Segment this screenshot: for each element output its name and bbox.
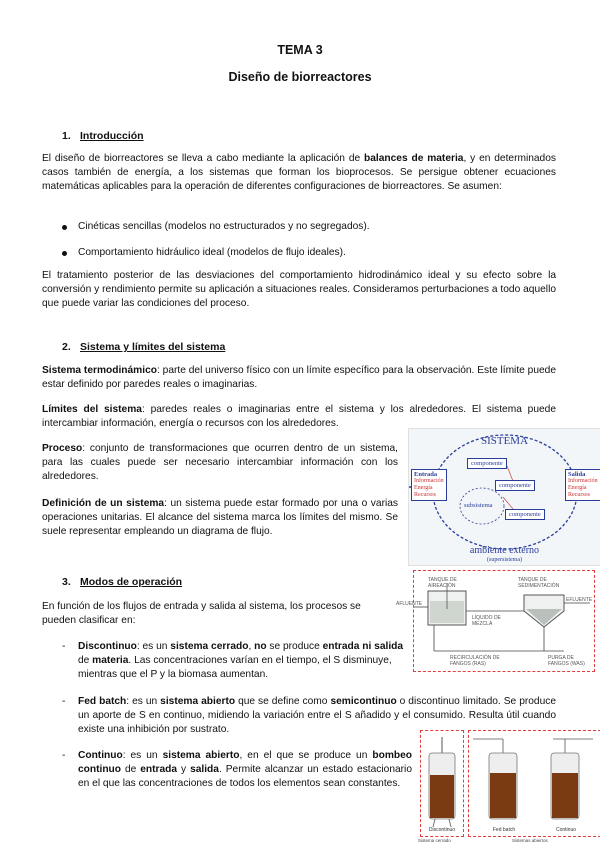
batch-reactor-graphic (421, 731, 463, 836)
recirculation-label: RECIRCULACIÓN DE FANGOS (RAS) (450, 655, 500, 667)
dash-icon: - (62, 696, 66, 707)
component-box: componente (505, 509, 545, 520)
definition-system-def: Definición de un sistema: un sistema puede estar formado por una o varias operaciones unitarias. El alcance del sistema marca los límites del mismo. Se suele representar empleando un diagrama de flujo. (42, 498, 398, 537)
reactor-batch-label: Discontinuo (428, 827, 456, 833)
reactor-fed-batch-label: Fed batch (492, 827, 516, 833)
influent-label: AFLUENTE (396, 601, 423, 607)
plant-diagram (396, 570, 595, 672)
supersystem-label: (supersistema) (487, 557, 522, 563)
dash-icon: - (62, 750, 66, 761)
environment-label: ambiente externo (469, 545, 540, 556)
output-box: Salida Información Energía Recursos (565, 469, 600, 501)
modes-intro: En función de los flujos de entrada y salida al sistema, los procesos se pueden clasificar en: (42, 601, 361, 626)
reactor-open-frame (468, 730, 600, 837)
page-subtitle: Diseño de biorreactores (228, 70, 372, 84)
page-title: TEMA 3 (277, 43, 323, 57)
closed-system-caption: Sistema cerrado (418, 838, 451, 843)
section-title: Introducción (80, 130, 144, 142)
open-reactors-graphic (469, 731, 600, 836)
mode-fed-batch: - Fed batch: es un sistema abierto que se define como semicontinuo o discontinuo limitado. Se produce un aporte de S en continuo, midiendo la variación entre el S añadido y el consumido. Resulta útil cuando existe una inhibición por sustrato. (62, 696, 557, 735)
effluent-label: EFLUENTE (566, 597, 593, 603)
list-item: Comportamiento hidráulico ideal (modelos de flujo ideales). (62, 246, 558, 260)
dash-icon: - (62, 641, 66, 652)
mode-continuous: - Continuo: es un sistema abierto, en el que se produce un bombeo continuo de entrada y salida. Permite alcanzar un estado estacionario en el que las concentraciones de todos los elementos sean constantes. (62, 750, 412, 789)
bullet-icon (62, 251, 67, 256)
system-diagram (408, 428, 600, 566)
section-3-heading (62, 576, 182, 588)
aeration-tank-label: TANQUE DE AIREACIÓN (428, 577, 457, 589)
definition-limits: Límites del sistema: paredes reales o imaginarias entre el sistema y los alrededores. El sistema puede intercambiar información, energía o recursos con los alrededores. (42, 404, 556, 429)
component-box: componente (495, 480, 535, 491)
component-box: componente (467, 458, 507, 469)
section-number: 2. (62, 341, 71, 353)
section-number: 3. (62, 576, 71, 588)
list-item: Cinéticas sencillas (modelos no estructurados y no segregados). (62, 220, 558, 234)
definition-system: Sistema termodinámico: parte del universo físico con un límite específico para la observación. Este límite puede estar definido por paredes reales o imaginarias. (42, 365, 557, 390)
paragraph: El tratamiento posterior de las desviaciones del comportamiento hidrodinámico ideal y su efecto sobre la conversión y rendimiento permite su aplicación a situaciones reales. Consideramos perturbaciones a todo aquello que puede variar las condiciones del proceso. (42, 270, 556, 309)
section-title: Sistema y límites del sistema (80, 341, 226, 353)
settling-tank-label: TANQUE DE SEDIMENTACIÓN (518, 577, 560, 589)
mode-batch: - Discontinuo: es un sistema cerrado, no se produce entrada ni salida de materia. Las concentraciones varían en el tiempo, el S disminuye, mientras que el P y la biomasa aumentan. (62, 641, 404, 680)
bullet-icon (62, 225, 67, 230)
section-2-heading (62, 341, 225, 353)
section-title: Modos de operación (80, 576, 183, 588)
definition-process: Proceso: conjunto de transformaciones que ocurren dentro de un sistema, para las cuales puede ser necesario intercambiar información con los alrededores. (42, 443, 398, 482)
diagram-title: SISTEMA (480, 435, 529, 447)
intro-paragraph: El diseño de biorreactores se lleva a cabo mediante la aplicación de balances de materia, y en determinados casos también de energía, a los sistemas que forman los bioprocesos. Se persigue obtener ecuaciones matemáticas aplicables para la operación de diferentes configuraciones de biorreactores. Se asumen: (42, 153, 556, 192)
section-1-heading (62, 130, 144, 142)
open-systems-caption: Sistemas abiertos (512, 838, 548, 843)
section-number: 1. (62, 130, 71, 142)
mixed-liquor-label: LÍQUIDO DE MEZCLA (472, 615, 501, 627)
purge-label: PURGA DE FANGOS (WAS) (548, 655, 585, 667)
reactor-batch-frame (420, 730, 464, 837)
input-box: Entrada Información Energía Recursos (411, 469, 447, 501)
subsystem-label: subsistema (464, 502, 493, 509)
reactor-continuous-label: Continuo (555, 827, 576, 833)
